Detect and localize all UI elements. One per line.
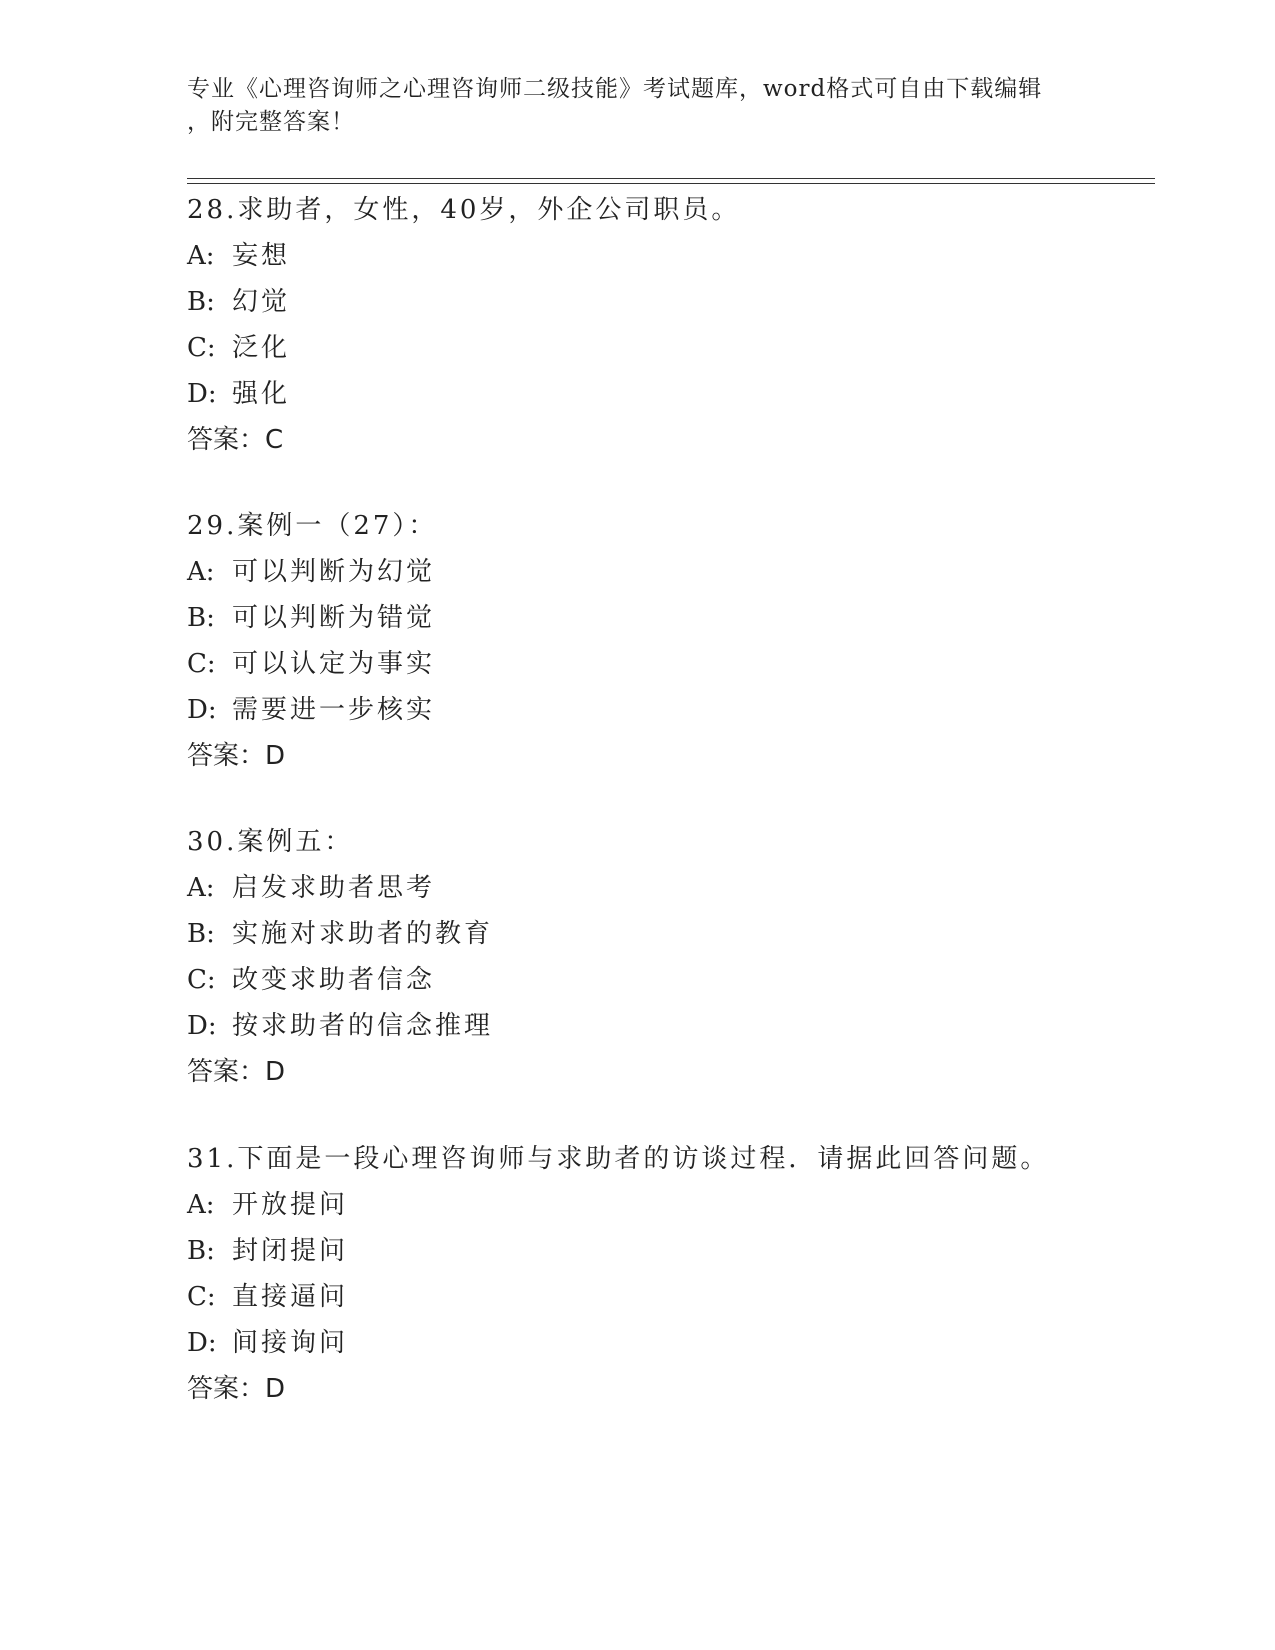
- header-divider-top: [187, 178, 1155, 179]
- option-letter: D:: [187, 1328, 217, 1358]
- option-text: 可以判断为错觉: [232, 603, 436, 633]
- option-letter: C:: [187, 333, 216, 363]
- option-text: 启发求助者思考: [232, 873, 436, 903]
- option-letter: A:: [187, 557, 215, 587]
- option-text: 泛化: [232, 333, 291, 363]
- question-stem: 28.求助者，女性，40岁，外企公司职员。: [187, 195, 741, 225]
- option-b: [187, 911, 1147, 957]
- option-c: [187, 325, 1147, 371]
- option-b: [187, 595, 1147, 641]
- answer-line: 答案：D: [187, 1057, 286, 1087]
- option-letter: A:: [187, 1190, 215, 1220]
- option-text: 间接询问: [232, 1328, 349, 1358]
- question-29: [187, 503, 1147, 779]
- question-31: [187, 1136, 1147, 1412]
- option-a: [187, 865, 1147, 911]
- option-a: [187, 549, 1147, 595]
- document-header: [187, 73, 1087, 139]
- header-line-1: 专业《心理咨询师之心理咨询师二级技能》考试题库，word格式可自由下载编辑: [187, 76, 1043, 102]
- option-c: [187, 957, 1147, 1003]
- option-text: 需要进一步核实: [232, 695, 436, 725]
- option-text: 可以判断为幻觉: [232, 557, 436, 587]
- option-a: [187, 233, 1147, 279]
- question-stem: 29.案例一（27）：: [187, 511, 438, 541]
- header-divider-bottom: [187, 183, 1155, 184]
- option-text: 改变求助者信念: [232, 965, 436, 995]
- option-text: 直接逼问: [232, 1282, 349, 1312]
- option-b: [187, 1228, 1147, 1274]
- option-letter: D:: [187, 379, 217, 409]
- option-text: 按求助者的信念推理: [232, 1011, 494, 1041]
- option-text: 可以认定为事实: [232, 649, 436, 679]
- option-b: [187, 279, 1147, 325]
- question-stem: 31.下面是一段心理咨询师与求助者的访谈过程．请据此回答问题。: [187, 1144, 1050, 1174]
- option-letter: A:: [187, 241, 215, 271]
- option-a: [187, 1182, 1147, 1228]
- option-text: 实施对求助者的教育: [232, 919, 494, 949]
- option-text: 封闭提问: [232, 1236, 349, 1266]
- option-letter: B:: [187, 1236, 215, 1266]
- option-d: [187, 1003, 1147, 1049]
- question-30: [187, 819, 1147, 1095]
- option-d: [187, 687, 1147, 733]
- option-d: [187, 1320, 1147, 1366]
- option-letter: D:: [187, 1011, 217, 1041]
- option-d: [187, 371, 1147, 417]
- option-letter: A:: [187, 873, 215, 903]
- option-letter: C:: [187, 965, 216, 995]
- answer-line: 答案：C: [187, 425, 284, 455]
- option-letter: B:: [187, 919, 215, 949]
- option-text: 强化: [232, 379, 291, 409]
- option-letter: D:: [187, 695, 217, 725]
- option-text: 幻觉: [232, 287, 291, 317]
- question-stem: 30.案例五：: [187, 827, 354, 857]
- option-text: 妄想: [232, 241, 291, 271]
- option-letter: B:: [187, 603, 215, 633]
- answer-line: 答案：D: [187, 741, 286, 771]
- option-c: [187, 1274, 1147, 1320]
- option-letter: C:: [187, 649, 216, 679]
- option-letter: C:: [187, 1282, 216, 1312]
- header-line-2: ，附完整答案！: [187, 109, 355, 135]
- option-text: 开放提问: [232, 1190, 349, 1220]
- question-28: [187, 187, 1147, 463]
- option-letter: B:: [187, 287, 215, 317]
- answer-line: 答案：D: [187, 1374, 286, 1404]
- option-c: [187, 641, 1147, 687]
